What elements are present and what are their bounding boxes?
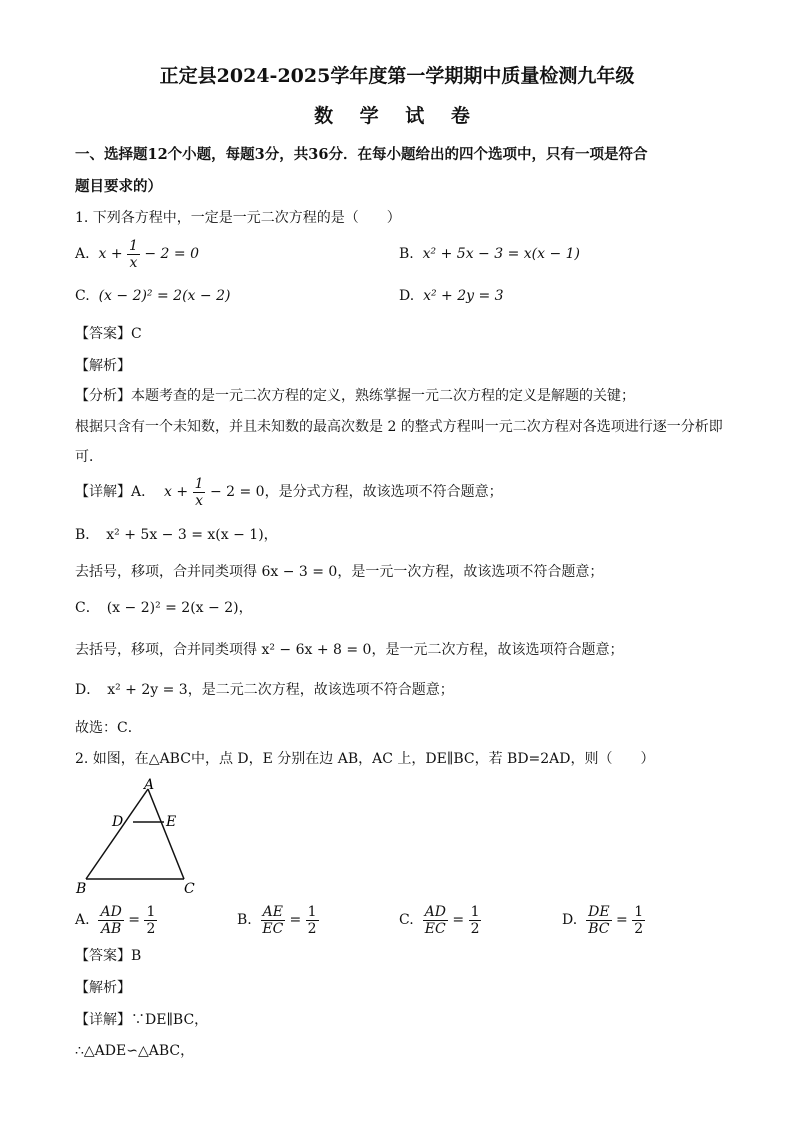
q1-analysis-para-line2: 可． bbox=[75, 449, 103, 465]
q1-detail-c-explanation: 去括号，移项，合并同类项得 x² − 6x + 8 = 0，是一元二次方程，故该选项符合题意； bbox=[75, 642, 624, 658]
q2-option-c-num: AD bbox=[424, 903, 446, 920]
q1-analysis-heading: 【解析】 bbox=[75, 358, 131, 374]
q2-option-c-equals: = bbox=[452, 912, 465, 928]
q2-option-a-rden: 2 bbox=[146, 920, 156, 937]
q2-option-c-lhs bbox=[423, 904, 448, 937]
q2-label-c: C bbox=[184, 881, 195, 897]
q1-option-a bbox=[75, 236, 199, 272]
q2-label-b: B bbox=[76, 881, 87, 897]
q2-detail-line2: ∴△ADE∽△ABC， bbox=[75, 1043, 195, 1059]
q1-option-c-expr: (x − 2)² = 2(x − 2) bbox=[98, 288, 231, 304]
q1-option-d-expr: x² + 2y = 3 bbox=[423, 288, 504, 304]
q2-option-c bbox=[399, 900, 481, 940]
section-heading-line2: 题目要求的） bbox=[75, 178, 162, 195]
q1-detail-a-pre: x + bbox=[164, 484, 189, 500]
q2-option-d-lhs bbox=[586, 904, 611, 937]
q2-option-c-rden: 2 bbox=[470, 920, 480, 937]
q2-triangle-figure bbox=[70, 775, 210, 897]
q2-option-b-rhs bbox=[306, 904, 319, 937]
q2-option-a-rhs bbox=[144, 904, 157, 937]
q2-label-a: A bbox=[144, 777, 155, 793]
q2-option-d-equals: = bbox=[616, 912, 628, 928]
q2-option-a-rnum: 1 bbox=[146, 903, 156, 920]
q2-option-d-rnum: 1 bbox=[634, 903, 644, 920]
q2-option-b-den: EC bbox=[262, 920, 284, 937]
q1-option-a-den: x bbox=[129, 254, 138, 271]
q1-detail-a-num: 1 bbox=[194, 475, 204, 492]
q2-option-b-equals: = bbox=[289, 912, 302, 928]
q2-side-ab bbox=[86, 789, 148, 879]
q1-detail-b: B． x² + 5x − 3 = x(x − 1)， bbox=[75, 527, 278, 543]
section-heading-line1: 一、选择题12个小题，每题3分，共36分．在每小题给出的四个选项中，只有一项是符合 bbox=[75, 146, 648, 163]
exam-subtitle: 数 学 试 卷 bbox=[314, 105, 480, 127]
q2-option-b-lhs bbox=[261, 904, 285, 937]
q2-option-a-den: AB bbox=[100, 920, 122, 937]
q2-option-a-lhs bbox=[98, 904, 123, 937]
q2-option-d-rhs bbox=[632, 904, 645, 937]
q2-detail-line1: 【详解】∵DE∥BC， bbox=[75, 1012, 209, 1028]
q2-option-b-num: AE bbox=[262, 903, 283, 920]
q2-option-b-label: B. bbox=[237, 912, 252, 928]
q2-label-e: E bbox=[166, 814, 177, 830]
q2-side-ac bbox=[148, 789, 184, 879]
q2-option-b bbox=[237, 900, 319, 940]
exam-title: 正定县2024-2025学年度第一学期期中质量检测九年级 bbox=[159, 65, 635, 87]
q1-analysis-summary: 【分析】本题考查的是一元二次方程的定义，熟练掌握一元二次方程的定义是解题的关键； bbox=[75, 388, 635, 404]
q2-option-a-num: AD bbox=[100, 903, 122, 920]
q1-option-a-fraction bbox=[127, 238, 140, 271]
q1-detail-d: D． x² + 2y = 3，是二元二次方程，故该选项不符合题意； bbox=[75, 682, 454, 698]
q2-option-d-num: DE bbox=[588, 903, 610, 920]
q1-option-c bbox=[75, 286, 230, 306]
q2-option-d-den: BC bbox=[588, 920, 610, 937]
q2-option-a bbox=[75, 900, 157, 940]
q1-detail-a-post: − 2 = 0，是分式方程，故该选项不符合题意； bbox=[209, 484, 503, 500]
q1-option-a-post: − 2 = 0 bbox=[144, 246, 200, 262]
q1-detail-b-explanation: 去括号，移项，合并同类项得 6x − 3 = 0，是一元一次方程，故该选项不符合题意； bbox=[75, 564, 604, 580]
q2-analysis-heading: 【解析】 bbox=[75, 980, 131, 996]
q1-option-d-label: D. bbox=[399, 288, 415, 304]
q2-option-c-rhs bbox=[469, 904, 482, 937]
q1-conclusion: 故选：C． bbox=[75, 720, 142, 736]
q1-option-d bbox=[399, 286, 504, 306]
q2-option-d-label: D. bbox=[562, 912, 578, 928]
q1-detail-a bbox=[75, 474, 503, 510]
q2-option-d-rden: 2 bbox=[634, 920, 644, 937]
q2-option-d bbox=[562, 900, 645, 940]
q1-option-b-expr: x² + 5x − 3 = x(x − 1) bbox=[422, 246, 581, 262]
q2-label-d: D bbox=[112, 814, 124, 830]
q2-stem: 2. 如图，在△ABC中，点 D，E 分别在边 AB，AC 上，DE∥BC，若 BD=2AD，则（ ） bbox=[75, 751, 655, 767]
q2-option-c-label: C. bbox=[399, 912, 414, 928]
q1-option-a-pre: x + bbox=[98, 246, 123, 262]
q1-detail-a-den: x bbox=[195, 492, 203, 509]
q1-option-a-label: A. bbox=[75, 246, 90, 262]
q1-detail-a-fraction bbox=[193, 476, 206, 509]
q2-option-c-rnum: 1 bbox=[470, 903, 480, 920]
q1-answer: 【答案】C bbox=[75, 326, 142, 342]
q2-option-a-equals: = bbox=[128, 912, 140, 928]
q1-option-c-label: C. bbox=[75, 288, 90, 304]
q2-option-c-den: EC bbox=[424, 920, 446, 937]
q1-detail-a-label: 【详解】A． bbox=[75, 484, 156, 500]
q1-detail-c: C． (x − 2)² = 2(x − 2)， bbox=[75, 600, 253, 616]
q2-option-a-label: A. bbox=[75, 912, 90, 928]
q1-analysis-para-line1: 根据只含有一个未知数，并且未知数的最高次数是 2 的整式方程叫一元二次方程对各选项进行逐一分析即 bbox=[75, 419, 723, 435]
q2-option-b-rnum: 1 bbox=[307, 903, 317, 920]
q1-option-a-num: 1 bbox=[129, 237, 138, 254]
q1-stem: 1. 下列各方程中，一定是一元二次方程的是（ ） bbox=[75, 210, 401, 226]
q2-option-b-rden: 2 bbox=[307, 920, 317, 937]
q2-answer: 【答案】B bbox=[75, 948, 142, 964]
q1-option-b bbox=[399, 244, 580, 264]
q1-option-b-label: B. bbox=[399, 246, 414, 262]
